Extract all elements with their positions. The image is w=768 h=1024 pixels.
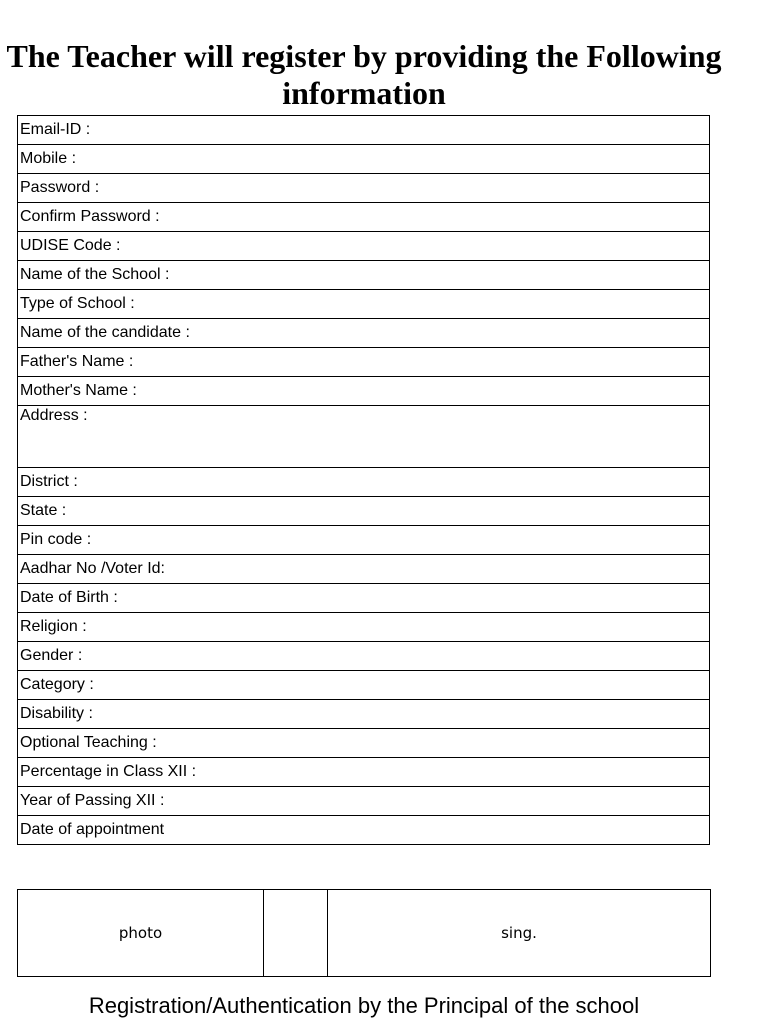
photo-box[interactable]: photo xyxy=(18,890,264,977)
field-email-id[interactable]: Email-ID : xyxy=(18,116,710,145)
field-school-type[interactable]: Type of School : xyxy=(18,290,710,319)
form-row xyxy=(18,816,710,845)
field-candidate-name[interactable]: Name of the candidate : xyxy=(18,319,710,348)
form-row xyxy=(18,203,710,232)
field-gender[interactable]: Gender : xyxy=(18,642,710,671)
field-year-passing-xii[interactable]: Year of Passing XII : xyxy=(18,787,710,816)
field-aadhar-voter-id[interactable]: Aadhar No /Voter Id: xyxy=(18,555,710,584)
field-date-of-birth[interactable]: Date of Birth : xyxy=(18,584,710,613)
form-row xyxy=(18,642,710,671)
form-row xyxy=(18,584,710,613)
form-row xyxy=(18,555,710,584)
form-row xyxy=(18,406,710,468)
field-pin-code[interactable]: Pin code : xyxy=(18,526,710,555)
field-mother-name[interactable]: Mother's Name : xyxy=(18,377,710,406)
field-udise-code[interactable]: UDISE Code : xyxy=(18,232,710,261)
field-date-of-appointment[interactable]: Date of appointment xyxy=(18,816,710,845)
form-row xyxy=(18,377,710,406)
field-religion[interactable]: Religion : xyxy=(18,613,710,642)
photo-signature-table xyxy=(17,889,711,977)
field-district[interactable]: District : xyxy=(18,468,710,497)
form-row xyxy=(18,758,710,787)
field-password[interactable]: Password : xyxy=(18,174,710,203)
form-row xyxy=(18,319,710,348)
footer-heading: Registration/Authentication by the Principal of the school xyxy=(88,993,640,1018)
signature-box[interactable]: sing. xyxy=(328,890,711,977)
form-row xyxy=(18,261,710,290)
form-row xyxy=(18,787,710,816)
form-row xyxy=(18,526,710,555)
form-row xyxy=(18,348,710,377)
form-row xyxy=(18,290,710,319)
form-row xyxy=(18,174,710,203)
field-category[interactable]: Category : xyxy=(18,671,710,700)
registration-form-table xyxy=(17,115,710,845)
field-optional-teaching[interactable]: Optional Teaching : xyxy=(18,729,710,758)
page-title: The Teacher will register by providing the Following information xyxy=(6,38,722,111)
field-mobile[interactable]: Mobile : xyxy=(18,145,710,174)
form-row xyxy=(18,729,710,758)
field-school-name[interactable]: Name of the School : xyxy=(18,261,710,290)
field-disability[interactable]: Disability : xyxy=(18,700,710,729)
form-row xyxy=(18,232,710,261)
form-row xyxy=(18,700,710,729)
form-row xyxy=(18,613,710,642)
field-father-name[interactable]: Father's Name : xyxy=(18,348,710,377)
form-row xyxy=(18,145,710,174)
spacer-cell xyxy=(264,890,328,977)
field-confirm-password[interactable]: Confirm Password : xyxy=(18,203,710,232)
field-percentage-class-xii[interactable]: Percentage in Class XII : xyxy=(18,758,710,787)
form-row xyxy=(18,468,710,497)
form-row xyxy=(18,116,710,145)
form-row xyxy=(18,497,710,526)
field-address[interactable]: Address : xyxy=(18,406,710,468)
field-state[interactable]: State : xyxy=(18,497,710,526)
form-row xyxy=(18,671,710,700)
